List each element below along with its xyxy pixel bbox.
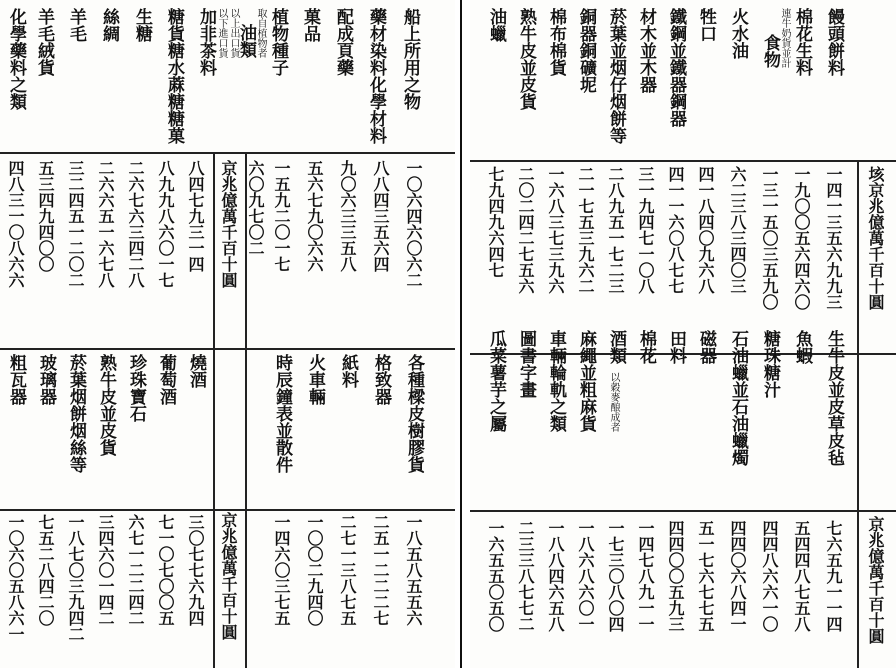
amount-value: 八四七九三一四: [186, 160, 205, 272]
goods-name: 時辰鐘表並散件: [272, 354, 292, 473]
amount-value: 一〇〇二九四〇: [305, 514, 324, 626]
goods-name: 粗瓦器: [6, 354, 26, 405]
category-name: 菓品: [300, 8, 320, 42]
category-name: 船上所用之物: [400, 8, 420, 110]
goods-name: 生牛皮並皮草皮毡: [824, 330, 844, 466]
goods-name: 格致器: [371, 354, 391, 405]
category-name: 菸葉並烟仔烟餅等: [606, 8, 626, 144]
goods-name: 圖書字畫: [516, 330, 536, 398]
amount-value: 三一九四七一〇八: [636, 166, 655, 294]
amount-value: 二八九五一七二三: [606, 166, 625, 294]
amount-value: 八八四三五六四: [371, 160, 390, 272]
section-divider-middle: [0, 348, 455, 350]
goods-name: 車輛輪軌之類: [546, 330, 566, 432]
category-name: 配成頁藥: [333, 8, 353, 76]
category-name: 食物: [760, 34, 780, 68]
amount-value: 五一七六七七五: [696, 520, 715, 632]
amount-value: 二〇二四二七五六: [516, 166, 535, 294]
category-label: [236, 8, 266, 62]
amount-value: 八九九八六〇一七: [156, 160, 175, 288]
amount-value: 一六八三七三九六: [546, 166, 565, 294]
goods-name: 石油蠟並石油蠟燭: [728, 330, 748, 466]
section-divider-top: [0, 152, 455, 154]
category-label: [366, 8, 385, 148]
amount-value: 七五二八四二〇: [36, 514, 55, 626]
category-label: [132, 8, 151, 46]
category-name: 火水油: [728, 8, 748, 59]
goods-name: 酒類: [606, 330, 626, 364]
section-divider-top: [470, 160, 896, 162]
amount-unit-header: 京兆億萬千百十圓: [219, 160, 238, 288]
goods-name: 火車輛: [305, 354, 325, 405]
goods-name: 田料: [666, 330, 686, 364]
category-label: [696, 8, 715, 46]
category-label: [666, 8, 685, 131]
amount-value: 七一〇七〇〇五: [156, 514, 175, 626]
category-name: 材木並木器: [636, 8, 656, 93]
amount-value: 四八三一〇八六六: [6, 160, 25, 288]
category-label: [792, 8, 811, 80]
column-divider: [857, 160, 859, 668]
amount-value: 六二三八三四〇三: [728, 166, 747, 294]
amount-value: 七九四九六四七: [486, 166, 505, 278]
amount-value: 一〇六四六〇六二: [404, 160, 423, 288]
amount-unit-header: 垓京兆億萬千百十圓: [866, 166, 885, 310]
category-name: 銅器銅礦坭: [576, 8, 596, 93]
amount-value: 七六五九一一四: [824, 520, 843, 632]
goods-name: 瓜菜薯芋之屬: [486, 330, 506, 432]
amount-value: 一四七八九一一: [636, 520, 655, 632]
category-name: 鐵鋼並鐵器鋼器: [666, 8, 686, 127]
category-label: [400, 8, 419, 114]
goods-name: 棉花: [636, 330, 656, 364]
amount-value: 四四〇六八四一: [728, 520, 747, 632]
goods-name: 菸葉烟餅烟絲等: [66, 354, 86, 473]
goods-name: 各種樑皮樹膠貨: [404, 354, 424, 473]
section-divider-bottom: [0, 509, 455, 511]
amount-value: 一八六八六〇一: [576, 520, 595, 632]
amount-value: 二一七五三九六二: [576, 166, 595, 294]
category-label: [6, 8, 25, 114]
amount-value: 一四一三五六九九三: [824, 166, 843, 310]
category-label: [66, 8, 85, 46]
amount-value: 二五一二二二七: [371, 514, 390, 626]
amount-value: 九〇六三三五八: [338, 160, 357, 272]
amount-value: 一五九二〇一七: [272, 160, 291, 272]
amount-unit-header: 京兆億萬千百十圓: [866, 516, 885, 644]
goods-name: 燒酒: [186, 354, 206, 388]
amount-value: 二七一三八七五: [338, 514, 357, 626]
amount-value: 二六七六三四二八: [126, 160, 145, 288]
amount-value: 四一一六〇八七七: [666, 166, 685, 294]
amount-value: 一〇六〇五八六一: [6, 514, 25, 642]
category-label: [34, 8, 53, 80]
category-label: [164, 8, 183, 148]
category-note: 連牛奶貨並計: [779, 8, 790, 68]
category-name: 藥材染料化學材料: [366, 8, 386, 144]
category-name: 油類: [236, 24, 256, 58]
amount-value: 一六五五〇五〇: [486, 520, 505, 632]
amount-value: 一三一五〇三五九〇: [760, 166, 779, 310]
category-label: [268, 8, 287, 80]
goods-name: 葡萄酒: [156, 354, 176, 405]
goods-name: 糖珠糖汁: [760, 330, 780, 398]
category-label: [576, 8, 595, 97]
amount-value: 一九〇〇五六四六〇: [792, 166, 811, 310]
category-name: 化學藥料之類: [6, 8, 26, 110]
amount-value: 二六六五一六七八: [96, 160, 115, 288]
category-name: 加非茶料: [196, 8, 216, 76]
category-name: 羊毛絨貨: [34, 8, 54, 76]
category-name: 植物種子: [268, 8, 288, 76]
amount-value: 一八五八五五六: [404, 514, 423, 626]
category-name: 棉花生料: [792, 8, 812, 76]
category-name: 油蠟: [486, 8, 506, 42]
category-label: [606, 8, 625, 148]
goods-name: 紙料: [338, 354, 358, 388]
amount-value: 一七三〇八〇四: [606, 520, 625, 632]
goods-note: 以穀麥酿成者: [608, 372, 619, 432]
amount-value: 三四六〇一四二: [96, 514, 115, 626]
section-divider-bottom: [470, 510, 896, 512]
category-label: [728, 8, 747, 63]
category-name: 饅頭餅料: [824, 8, 844, 76]
category-label: [636, 8, 655, 97]
amount-value: 三〇七七六九四: [186, 514, 205, 626]
amount-value: 五四四八七五八: [792, 520, 811, 632]
category-label: [300, 8, 319, 46]
category-name: 熟牛皮並皮貨: [516, 8, 536, 110]
amount-unit-header: 京兆億萬千百十圓: [219, 512, 238, 640]
right-page: [470, 0, 896, 668]
category-label: [99, 8, 118, 46]
category-note: 取自植物者: [255, 8, 266, 58]
category-name: 糖貨糖水蔴糖糖菓: [164, 8, 184, 144]
category-name: 棉布棉貨: [546, 8, 566, 76]
goods-name: 熟牛皮並皮貨: [96, 354, 116, 456]
goods-name: 魚蝦: [792, 330, 812, 364]
amount-value: 四四八六六一〇: [760, 520, 779, 632]
amount-value: 二三三八七七二: [516, 520, 535, 632]
amount-value: 一四六〇三七五: [272, 514, 291, 626]
category-name: 絲綢: [99, 8, 119, 42]
category-label: [486, 8, 505, 46]
amount-value: 一八七〇三九四二: [66, 514, 85, 642]
goods-name: 磁器: [696, 330, 716, 364]
page-gutter: [455, 0, 470, 668]
amount-value: 五六七九〇六六: [305, 160, 324, 272]
category-label: [516, 8, 535, 114]
amount-value: 六〇九七〇二: [246, 160, 265, 256]
category-label: [760, 8, 790, 72]
category-label: [196, 8, 215, 80]
amount-value: 一八八四六五八: [546, 520, 565, 632]
goods-name: 麻繩並粗麻貨: [576, 330, 596, 432]
category-name: 羊毛: [66, 8, 86, 42]
category-label: [824, 8, 843, 80]
amount-value: 四一八四〇九六八: [696, 166, 715, 294]
category-name: 牲口: [696, 8, 716, 42]
amount-value: 六七一二二四二: [126, 514, 145, 626]
amount-value: 五三四九四〇〇: [36, 160, 55, 272]
amount-value: 四四〇〇五九三: [666, 520, 685, 632]
goods-name: 玻璃器: [36, 354, 56, 405]
category-name: 生糖: [132, 8, 152, 42]
category-label: [546, 8, 565, 80]
goods-name: 珍珠寶石: [126, 354, 146, 422]
export-import-note: [216, 8, 239, 58]
category-note: 以下進口貨: [216, 8, 227, 58]
category-note: 以上出口貨: [228, 8, 239, 58]
amount-value: 三二四五一二〇二: [66, 160, 85, 288]
category-label: [333, 8, 352, 80]
column-divider: [213, 152, 215, 668]
